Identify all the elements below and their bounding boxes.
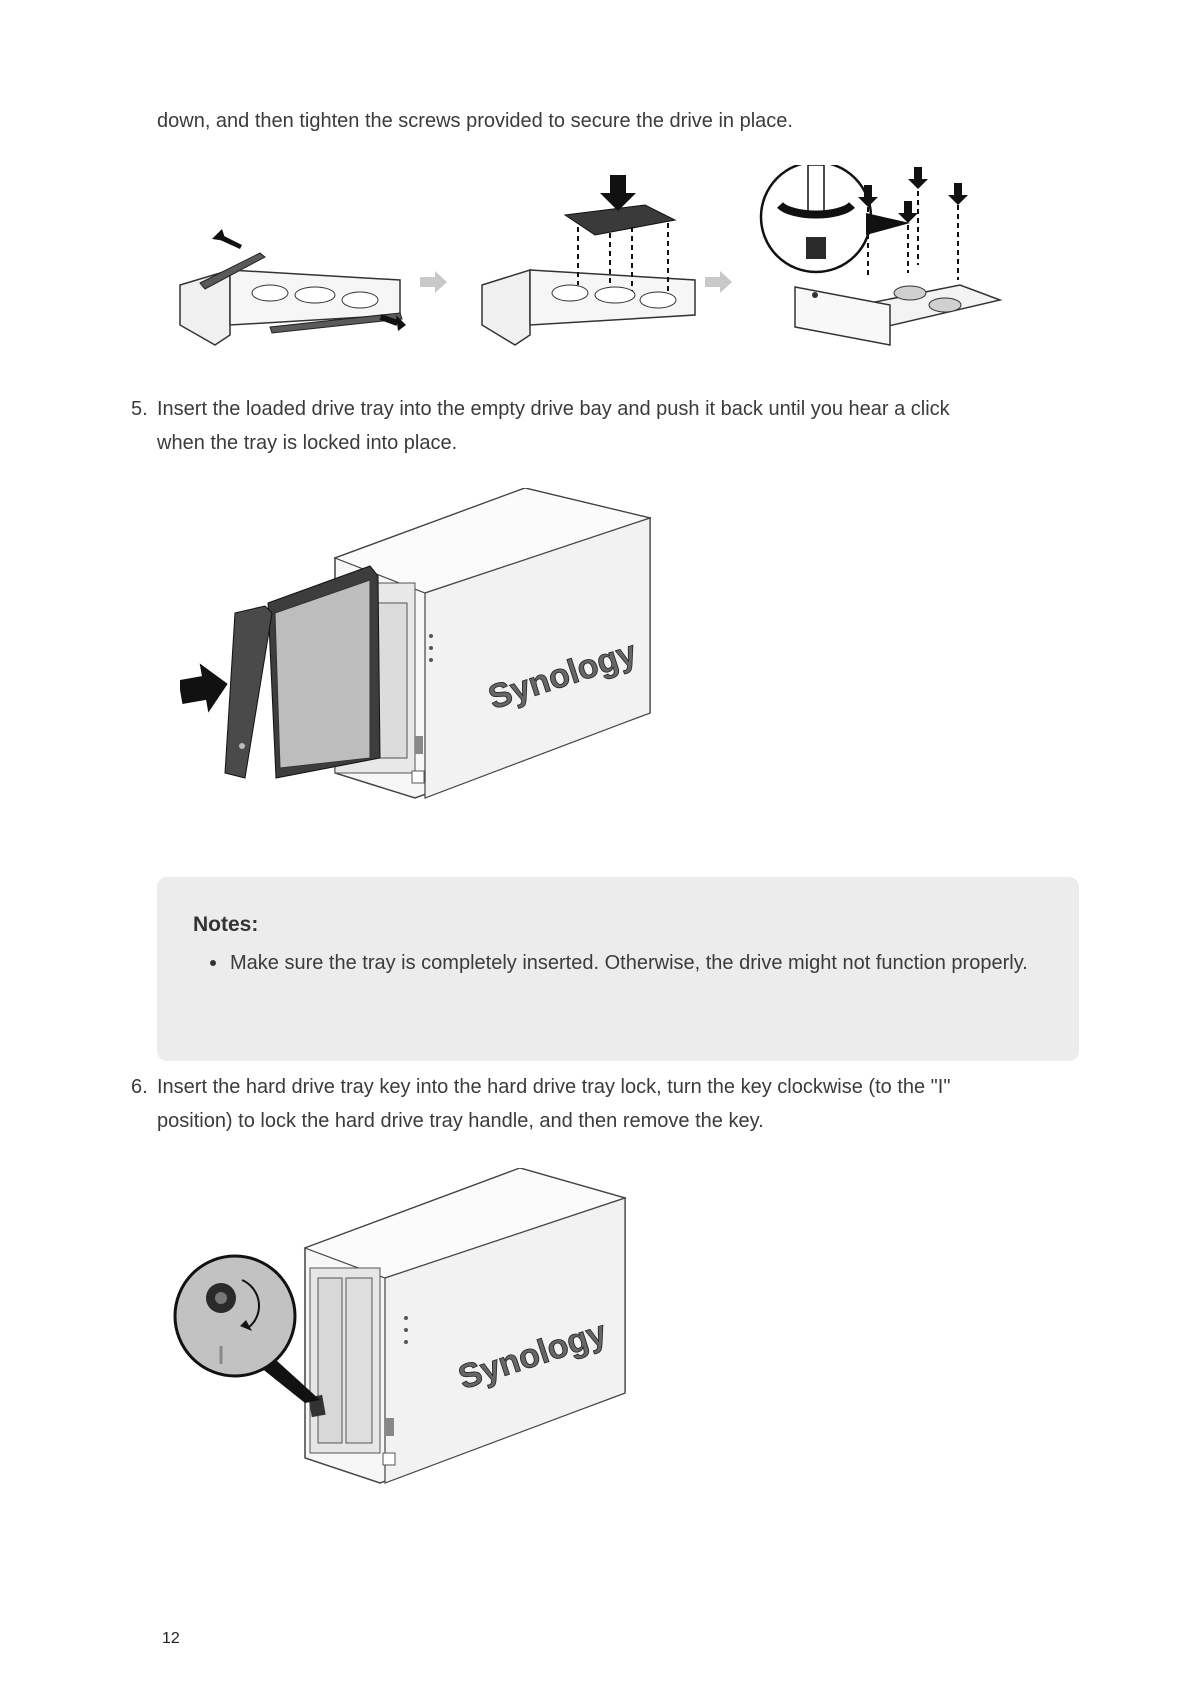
push-arrow-icon <box>180 659 232 717</box>
tray-screw-figure <box>761 165 1000 345</box>
brand-logo: Synology <box>453 1313 612 1397</box>
sequence-arrow-icon <box>705 271 732 293</box>
magnifier-circle <box>175 1256 295 1376</box>
notes-item: Make sure the tray is completely inserted. Otherwise, the drive might not function properly. <box>230 952 1028 974</box>
page-number: 12 <box>162 1630 180 1647</box>
tray-insert-drive-figure <box>482 175 695 345</box>
step-number: 6. <box>131 1076 148 1098</box>
step-text-line: when the tray is locked into place. <box>157 432 458 454</box>
step-text-line: position) to lock the hard drive tray handle, and then remove the key. <box>157 1110 764 1132</box>
brand-logo: Synology <box>483 633 642 717</box>
bullet-icon <box>209 959 217 967</box>
notes-title: Notes: <box>193 913 259 936</box>
intro-text: down, and then tighten the screws provided to secure the drive in place. <box>157 110 793 132</box>
drive-tray-assembly-illustration <box>170 165 1090 355</box>
sequence-arrow-icon <box>420 271 447 293</box>
tray-open-rails-figure <box>180 229 406 345</box>
nas-insert-tray-illustration <box>180 488 660 818</box>
notes-box <box>157 877 1079 1061</box>
nas-lock-key-illustration <box>170 1168 640 1498</box>
step-text-line: Insert the loaded drive tray into the empty drive bay and push it back until you hear a click <box>157 398 950 420</box>
step-number: 5. <box>131 398 148 420</box>
step-text-line: Insert the hard drive tray key into the hard drive tray lock, turn the key clockwise (to the "I" <box>157 1076 951 1098</box>
